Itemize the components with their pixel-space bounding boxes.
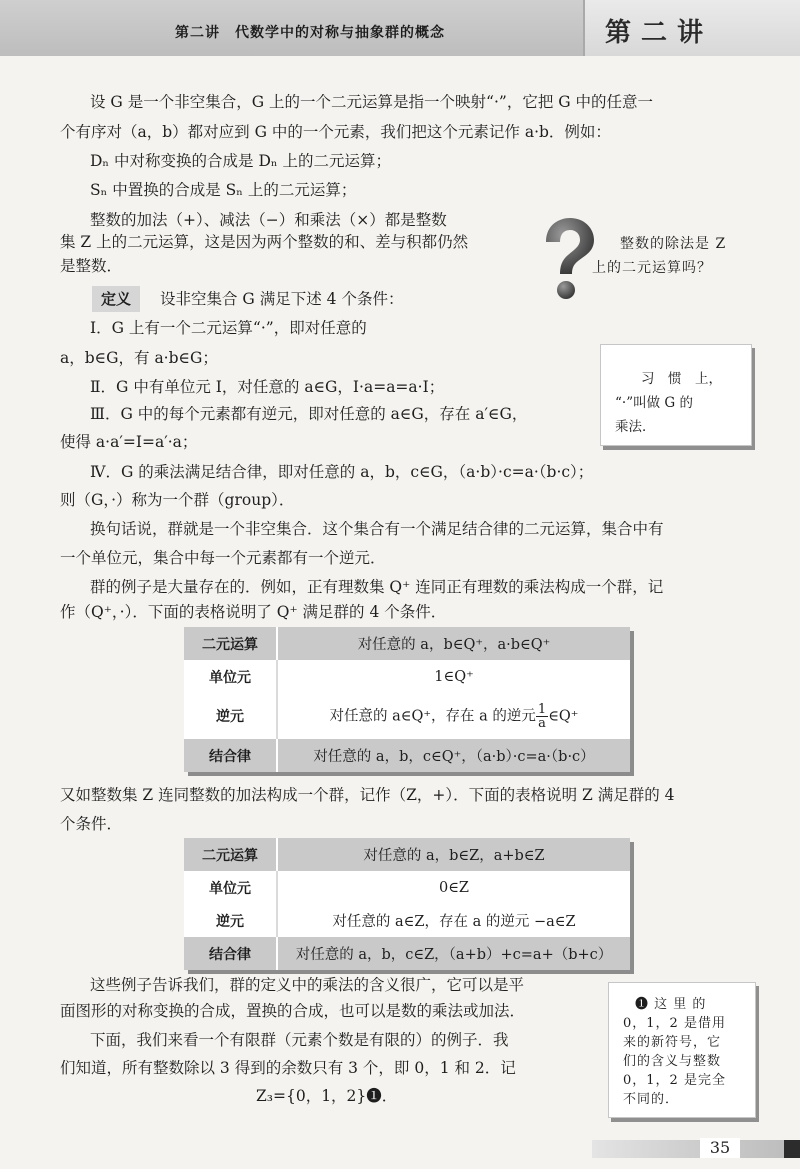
side-note-2-line-3: 来的新符号，它 xyxy=(623,1035,722,1050)
paragraph-4a: 这些例子告诉我们，群的定义中的乘法的含义很广，它可以是平 xyxy=(90,976,525,994)
paragraph-2b: 作（Q⁺，·）．下面的表格说明了 Q⁺ 满足群的 4 个条件． xyxy=(60,603,447,621)
group-definition: 则（G，·）称为一个群（group）． xyxy=(60,491,295,509)
table-cell-label: 逆元 xyxy=(184,693,277,739)
page-header xyxy=(0,0,800,56)
table-row xyxy=(184,871,630,904)
side-note-2-line-5: 0，1，2 是完全 xyxy=(623,1073,726,1088)
paragraph-3b: 个条件． xyxy=(60,815,123,833)
table-cell-label: 二元运算 xyxy=(184,838,277,871)
definition-lead: 设非空集合 G 满足下述 4 个条件： xyxy=(160,290,404,308)
side-note-2-line-4: 们的含义与整数 xyxy=(623,1054,722,1069)
paragraph-1b: 一个单位元，集合中每一个元素都有一个逆元． xyxy=(60,549,386,567)
example-line-1: Dₙ 中对称变换的合成是 Dₙ 上的二元运算； xyxy=(90,152,392,170)
table-cell-label: 结合律 xyxy=(184,739,277,772)
table-row xyxy=(184,904,630,937)
footer-bar xyxy=(592,1140,800,1158)
table-cell-value xyxy=(277,693,630,739)
chapter-tab-label: 第二讲 xyxy=(605,18,714,48)
inverse-text-pre: 对任意的 a∈Q⁺，存在 a 的逆元 xyxy=(329,708,536,724)
chapter-title: 第二讲 代数学中的对称与抽象群的概念 xyxy=(175,25,445,41)
condition-3b: 使得 a·a′=I=a′·a； xyxy=(60,433,198,451)
condition-1b: a，b∈G，有 a·b∈G； xyxy=(60,349,218,367)
table-row xyxy=(184,838,630,871)
example-line-2: Sₙ 中置换的合成是 Sₙ 上的二元运算； xyxy=(90,181,357,199)
table-cell-value: 0∈Z xyxy=(277,871,630,904)
side-note-multiplication xyxy=(600,344,752,446)
table-cell-label: 逆元 xyxy=(184,904,277,937)
side-note-2-line-2: 0，1，2 是借用 xyxy=(623,1016,726,1031)
fraction-numerator: 1 xyxy=(537,701,547,717)
side-note-2-line-6: 不同的． xyxy=(623,1092,680,1107)
table-integers xyxy=(184,838,630,970)
condition-4: Ⅳ．G 的乘法满足结合律，即对任意的 a，b，c∈G，（a·b）·c=a·（b·c）； xyxy=(90,463,594,481)
table-cell-label: 单位元 xyxy=(184,871,277,904)
table-row xyxy=(184,627,630,660)
table-cell-label: 二元运算 xyxy=(184,627,277,660)
paragraph-2a: 群的例子是大量存在的．例如，正有理数集 Q⁺ 连同正有理数的乘法构成一个群，记 xyxy=(90,578,664,596)
fraction-denominator: a xyxy=(538,715,546,731)
example-line-3b: 集 Z 上的二元运算，这是因为两个整数的和、差与积都仍然 xyxy=(60,233,469,251)
paragraph-1a: 换句话说，群就是一个非空集合．这个集合有一个满足结合律的二元运算，集合中有 xyxy=(90,520,664,538)
side-note-1-line-3: 乘法． xyxy=(615,419,656,435)
question-mark-icon xyxy=(538,216,596,304)
table-row xyxy=(184,937,630,970)
example-line-3c: 是整数． xyxy=(60,257,123,275)
side-note-symbols xyxy=(608,982,756,1118)
page-number: 35 xyxy=(700,1138,740,1158)
table-cell-value: 对任意的 a，b∈Z，a+b∈Z xyxy=(277,838,630,871)
chapter-tab xyxy=(583,0,800,56)
intro-line-1: 设 G 是一个非空集合，G 上的一个二元运算是指一个映射“·”，它把 G 中的任意一 xyxy=(90,93,654,111)
side-question xyxy=(592,232,782,280)
paragraph-5b: 们知道，所有整数除以 3 得到的余数只有 3 个，即 0，1 和 2．记 xyxy=(60,1059,516,1077)
table-cell-label: 结合律 xyxy=(184,937,277,970)
condition-3a: Ⅲ．G 中的每个元素都有逆元，即对任意的 a∈G，存在 a′∈G， xyxy=(90,405,528,423)
z3-definition: Z₃={0，1，2}❶． xyxy=(256,1087,398,1105)
table-cell-value: 对任意的 a，b，c∈Z，（a+b）+c=a+（b+c） xyxy=(277,937,630,970)
intro-line-2: 个有序对（a，b）都对应到 G 中的一个元素，我们把这个元素记作 a·b．例如： xyxy=(60,123,611,141)
example-line-3a: 整数的加法（+）、减法（−）和乘法（×）都是整数 xyxy=(90,211,447,229)
condition-1a: Ⅰ．G 上有一个二元运算“·”，即对任意的 xyxy=(90,319,367,337)
definition-tag: 定义 xyxy=(92,286,140,312)
side-note-1-line-2: “·”叫做 G 的 xyxy=(615,395,693,411)
inverse-text-post: ∈Q⁺ xyxy=(548,708,579,724)
side-note-1-line-1: 习 惯 上， xyxy=(641,371,722,387)
table-cell-value: 对任意的 a，b，c∈Q⁺，（a·b）·c=a·（b·c） xyxy=(277,739,630,772)
side-note-2-line-1: ❶ 这 里 的 xyxy=(635,997,707,1012)
table-row xyxy=(184,660,630,693)
paragraph-4b: 面图形的对称变换的合成，置换的合成，也可以是数的乘法或加法． xyxy=(60,1002,526,1020)
table-cell-value: 对任意的 a∈Z，存在 a 的逆元 −a∈Z xyxy=(277,904,630,937)
fraction xyxy=(536,703,548,730)
table-cell-value: 对任意的 a，b∈Q⁺，a·b∈Q⁺ xyxy=(277,627,630,660)
side-question-line-1: 整数的除法是 Z xyxy=(620,236,727,252)
paragraph-3a: 又如整数集 Z 连同整数的加法构成一个群，记作（Z，+）．下面的表格说明 Z 满足群的 4 xyxy=(60,786,675,804)
paragraph-5a: 下面，我们来看一个有限群（元素个数是有限的）的例子．我 xyxy=(90,1031,509,1049)
condition-2: Ⅱ．G 中有单位元 I，对任意的 a∈G，I·a=a=a·I； xyxy=(90,378,445,396)
side-question-line-2: 上的二元运算吗？ xyxy=(592,260,712,276)
table-row xyxy=(184,739,630,772)
table-row xyxy=(184,693,630,739)
table-positive-rationals xyxy=(184,627,630,772)
table-cell-value: 1∈Q⁺ xyxy=(277,660,630,693)
table-cell-label: 单位元 xyxy=(184,660,277,693)
